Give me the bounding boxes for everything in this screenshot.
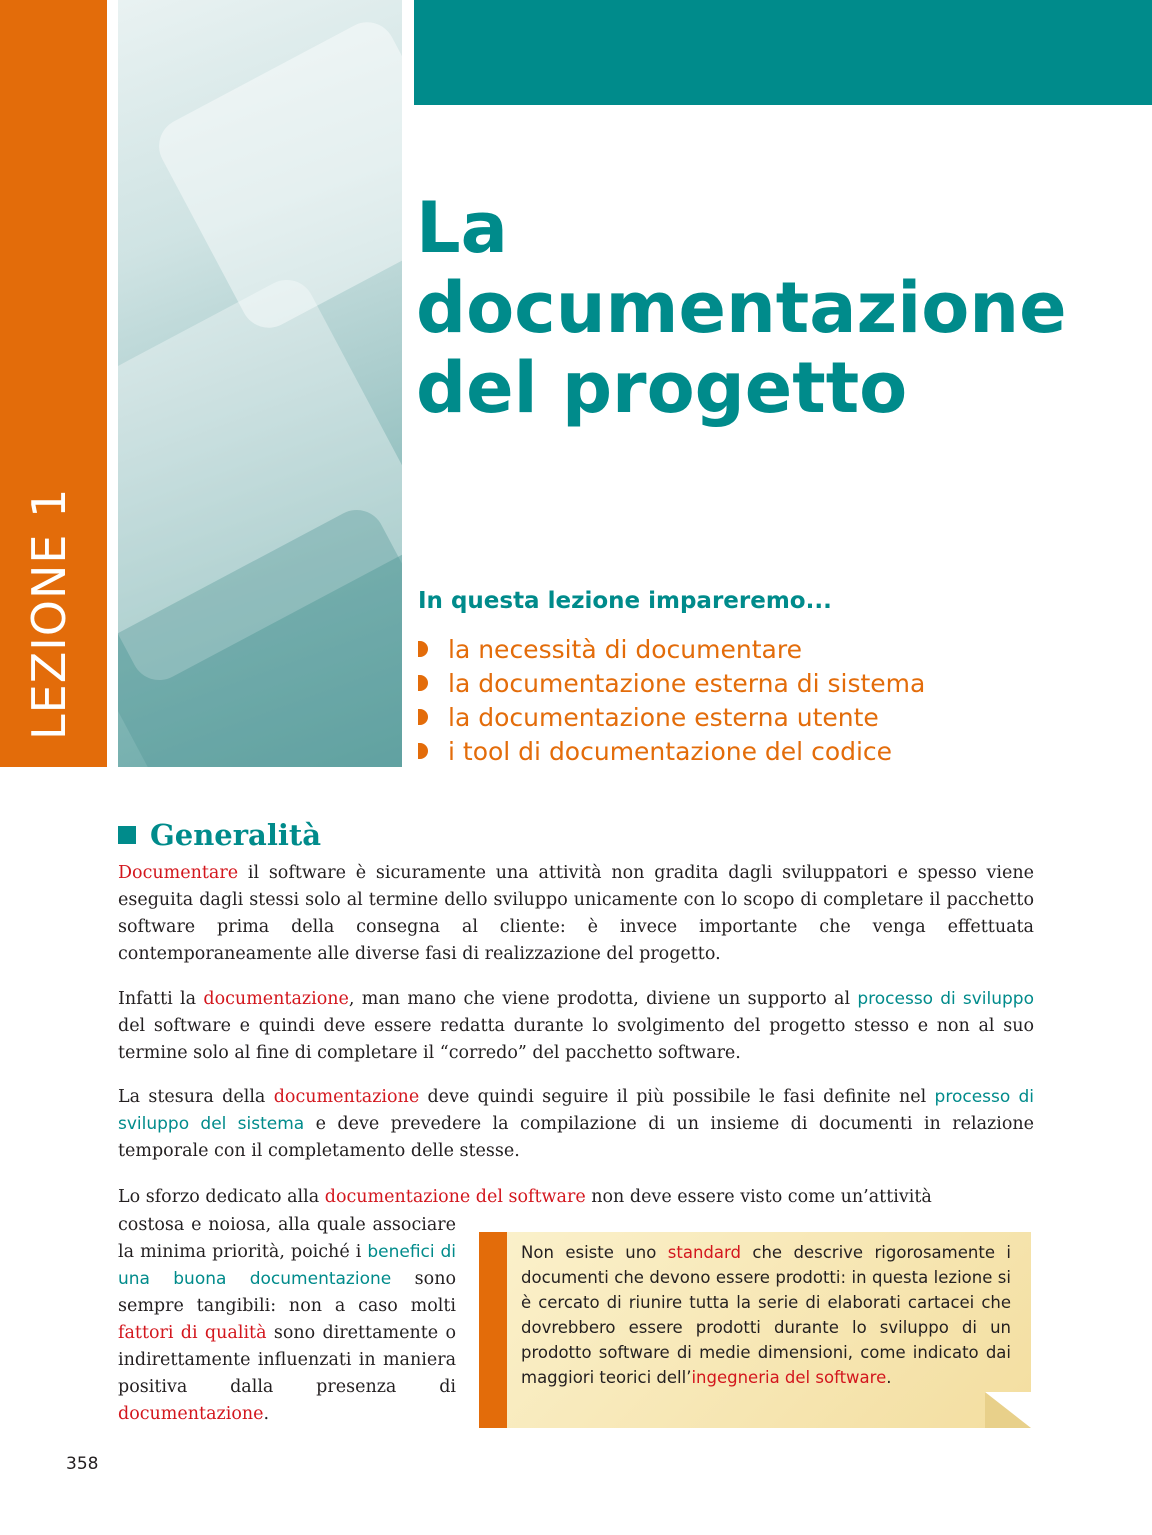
top-banner — [414, 0, 1152, 105]
paragraph-4: Lo sforzo dedicato alla documentazione del software non deve essere visto come un’attività — [118, 1187, 932, 1207]
bullet-icon — [418, 709, 428, 725]
note-box — [479, 1232, 1031, 1428]
note-accent-bar — [479, 1232, 507, 1428]
bullet-icon — [418, 743, 428, 759]
paragraph-1: Documentare il software è sicuramente una attività non gradita dagli sviluppatori e spesso viene eseguita dagli stessi solo al termine dello sviluppo unicamente con lo scopo di completare il pacchetto software prima della consegna al cliente: è invece importante che venga effettuata contemporaneamente alle diverse fasi di realizzazione del progetto. — [118, 863, 1034, 964]
note-text: Non esiste uno standard che descrive rigorosamente i documenti che devono essere prodotti: in questa lezione si è cercato di riunire tutta la serie di elaborati cartacei che dovrebbero essere prodotti durante lo sviluppo di un prodotto software di medie dimensioni, come indicato dai maggiori teorici dell’ingegneria del software. — [521, 1243, 1011, 1387]
list-item: i tool di documentazione del codice — [418, 734, 925, 768]
paragraph-3: La stesura della documentazione deve quindi seguire il più possibile le fasi definite nel processo di sviluppo del sistema e deve prevedere la compilazione di un insieme di documenti in relazione temporale con il completamento delle stesse. — [118, 1087, 1034, 1161]
keyboard-photo — [118, 0, 402, 767]
paragraph-5: costosa e noiosa, alla quale associare la minima priorità, poiché i benefici di una buona documentazione sono sempre tangibili: non a caso molti fattori di qualità sono direttamente o indirettamente influenzati in maniera positiva dalla presenza di documentazione. — [118, 1215, 457, 1424]
paragraph-2: Infatti la documentazione, man mano che viene prodotta, diviene un supporto al processo di sviluppo del software e quindi deve essere redatta durante lo svolgimento del progetto stesso e non al suo termine solo al fine di completare il “corredo” del pacchetto software. — [118, 989, 1034, 1063]
lesson-label: LEZIONE 1 — [22, 487, 76, 740]
list-item: la necessità di documentare — [418, 632, 925, 666]
page-curl-icon — [985, 1392, 1031, 1428]
list-item: la documentazione esterna utente — [418, 700, 925, 734]
learn-list — [418, 632, 925, 768]
learn-heading: In questa lezione impareremo... — [418, 588, 832, 614]
bullet-icon — [418, 641, 428, 657]
lesson-side-bar — [0, 0, 107, 767]
list-item: la documentazione esterna di sistema — [418, 666, 925, 700]
bullet-icon — [418, 675, 428, 691]
page-title: La documentazione del progetto — [416, 187, 1067, 429]
page-number: 358 — [66, 1454, 99, 1474]
section-title: Generalità — [118, 818, 321, 852]
square-icon — [118, 826, 136, 844]
keyboard-key-shape — [149, 12, 402, 337]
